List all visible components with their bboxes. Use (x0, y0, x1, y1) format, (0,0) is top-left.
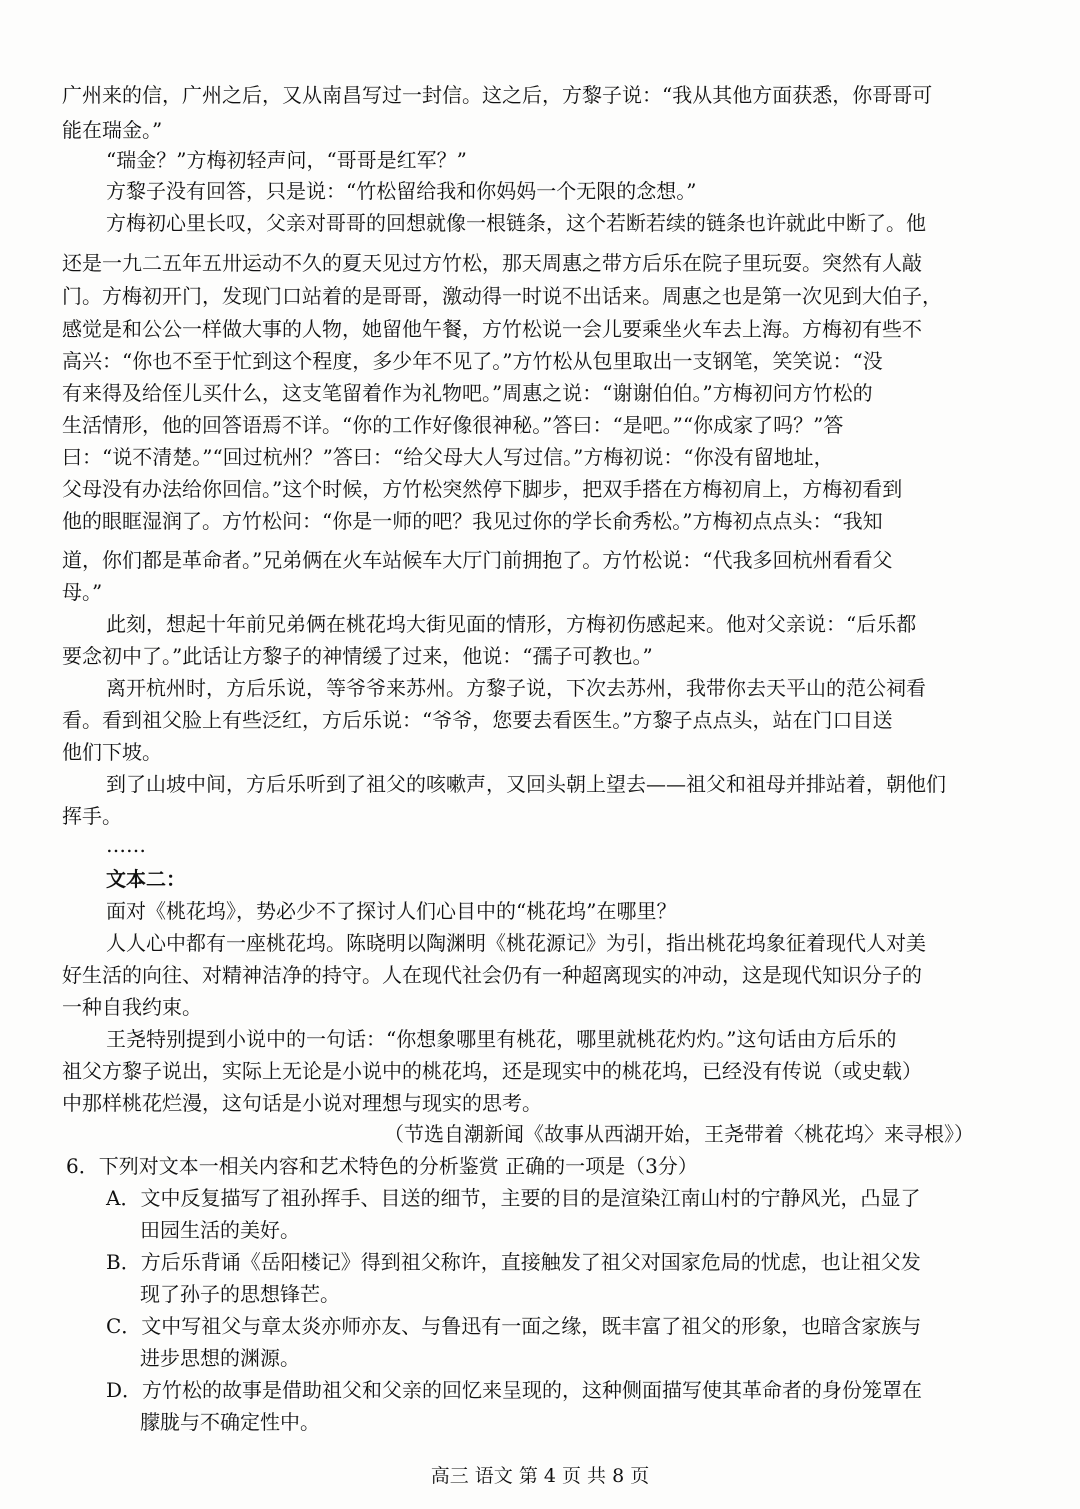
text-line: 门。方梅初开门，发现门口站着的是哥哥，激动得一时说不出话来。周惠之也是第一次见到大伯子， (62, 284, 942, 308)
text-line: 方梅初心里长叹，父亲对哥哥的回想就像一根链条，这个若断若续的链条也许就此中断了。他 (106, 211, 926, 235)
text-line: “瑞金？”方梅初轻声问，“哥哥是红军？” (106, 148, 467, 172)
text-line: 要念初中了。”此话让方黎子的神情缓了过来，他说：“孺子可教也。” (62, 644, 653, 668)
text-line: 生活情形，他的回答语焉不详。“你的工作好像很神秘。”答曰：“是吧。”“你成家了吗？”答 (62, 413, 844, 437)
text-line: 好生活的向往、对精神洁净的持守。人在现代社会仍有一种超离现实的冲动，这是现代知识分子的 (62, 963, 922, 987)
text-line: 有来得及给侄儿买什么，这支笔留着作为礼物吧。”周惠之说：“谢谢伯伯。”方梅初问方竹松的 (62, 381, 873, 405)
text-line: 他的眼眶湿润了。方竹松问：“你是一师的吧？我见过你的学长俞秀松。”方梅初点点头：“我知 (62, 509, 883, 533)
option-text: A．文中反复描写了祖孙挥手、目送的细节，主要的目的是渲染江南山村的宁静风光，凸显了 (106, 1186, 921, 1210)
text-line: 看。看到祖父脸上有些泛红，方后乐说：“爷爷，您要去看医生。”方黎子点点头，站在门口目送 (62, 708, 893, 732)
text-line: 挥手。 (62, 804, 122, 828)
text-line: 还是一九二五年五卅运动不久的夏天见过方竹松，那天周惠之带方后乐在院子里玩耍。突然有人敲 (62, 251, 922, 275)
text-line: 感觉是和公公一样做大事的人物，她留他午餐，方竹松说一会儿要乘坐火车去上海。方梅初有些不 (62, 317, 922, 341)
text-line: 离开杭州时，方后乐说，等爷爷来苏州。方黎子说，下次去苏州，我带你去天平山的范公祠看 (106, 676, 926, 700)
page-footer: 高三 语文 第 4 页 共 8 页 (430, 1465, 650, 1487)
option-text: C．文中写祖父与章太炎亦师亦友、与鲁迅有一面之缘，既丰富了祖父的形象，也暗含家族与 (106, 1314, 922, 1338)
text-line: 高兴：“你也不至于忙到这个程度，多少年不见了。”方竹松从包里取出一支钢笔，笑笑说：“没 (62, 349, 883, 373)
option-text: D．方竹松的故事是借助祖父和父亲的回忆来呈现的，这种侧面描写使其革命者的身份笼罩在 (106, 1378, 923, 1402)
text-line: 此刻，想起十年前兄弟俩在桃花坞大街见面的情形，方梅初伤感起来。他对父亲说：“后乐都 (106, 612, 917, 636)
text-line: 父母没有办法给你回信。”这个时候，方竹松突然停下脚步，把双手搭在方梅初肩上，方梅初看到 (62, 477, 903, 501)
text-line: 广州来的信，广州之后，又从南昌写过一封信。这之后，方黎子说：“我从其他方面获悉，你哥哥可 (62, 83, 933, 107)
section-heading: 文本二： (106, 867, 186, 891)
question-stem: 6．下列对文本一相关内容和艺术特色的分析鉴赏 正确的一项是（3分） (66, 1154, 698, 1178)
option-text: 现了孙子的思想锋芒。 (140, 1282, 340, 1306)
text-line: 一种自我约束。 (62, 995, 202, 1019)
source-citation: （节选自潮新闻《故事从西湖开始，王尧带着〈桃花坞〉来寻根》） (384, 1122, 974, 1146)
ellipsis: …… (106, 833, 146, 857)
text-line: 面对《桃花坞》，势必少不了探讨人们心目中的“桃花坞”在哪里？ (106, 899, 677, 923)
text-line: 道，你们都是革命者。”兄弟俩在火车站候车大厅门前拥抱了。方竹松说：“代我多回杭州看看父 (62, 548, 893, 572)
text-line: 中那样桃花烂漫，这句话是小说对理想与现实的思考。 (62, 1091, 542, 1115)
text-line: 方黎子没有回答，只是说：“竹松留给我和你妈妈一个无限的念想。” (106, 179, 697, 203)
text-line: 到了山坡中间，方后乐听到了祖父的咳嗽声，又回头朝上望去——祖父和祖母并排站着，朝他们 (106, 772, 946, 796)
text-line: 母。” (62, 580, 103, 604)
text-line: 他们下坡。 (62, 740, 162, 764)
text-line: 祖父方黎子说出，实际上无论是小说中的桃花坞，还是现实中的桃花坞，已经没有传说（或史载） (62, 1059, 922, 1083)
text-line: 曰：“说不清楚。”“回过杭州？”答曰：“给父母大人写过信。”方梅初说：“你没有留地址， (62, 445, 834, 469)
option-text: 朦胧与不确定性中。 (140, 1410, 320, 1434)
text-line: 人人心中都有一座桃花坞。陈晓明以陶渊明《桃花源记》为引，指出桃花坞象征着现代人对美 (106, 931, 926, 955)
option-text: 进步思想的渊源。 (140, 1346, 300, 1370)
text-line: 王尧特别提到小说中的一句话：“你想象哪里有桃花，哪里就桃花灼灼。”这句话由方后乐的 (106, 1027, 897, 1051)
option-text: B．方后乐背诵《岳阳楼记》得到祖父称许，直接触发了祖父对国家危局的忧虑，也让祖父发 (106, 1250, 921, 1274)
option-text: 田园生活的美好。 (140, 1218, 300, 1242)
text-line: 能在瑞金。” (62, 118, 163, 142)
